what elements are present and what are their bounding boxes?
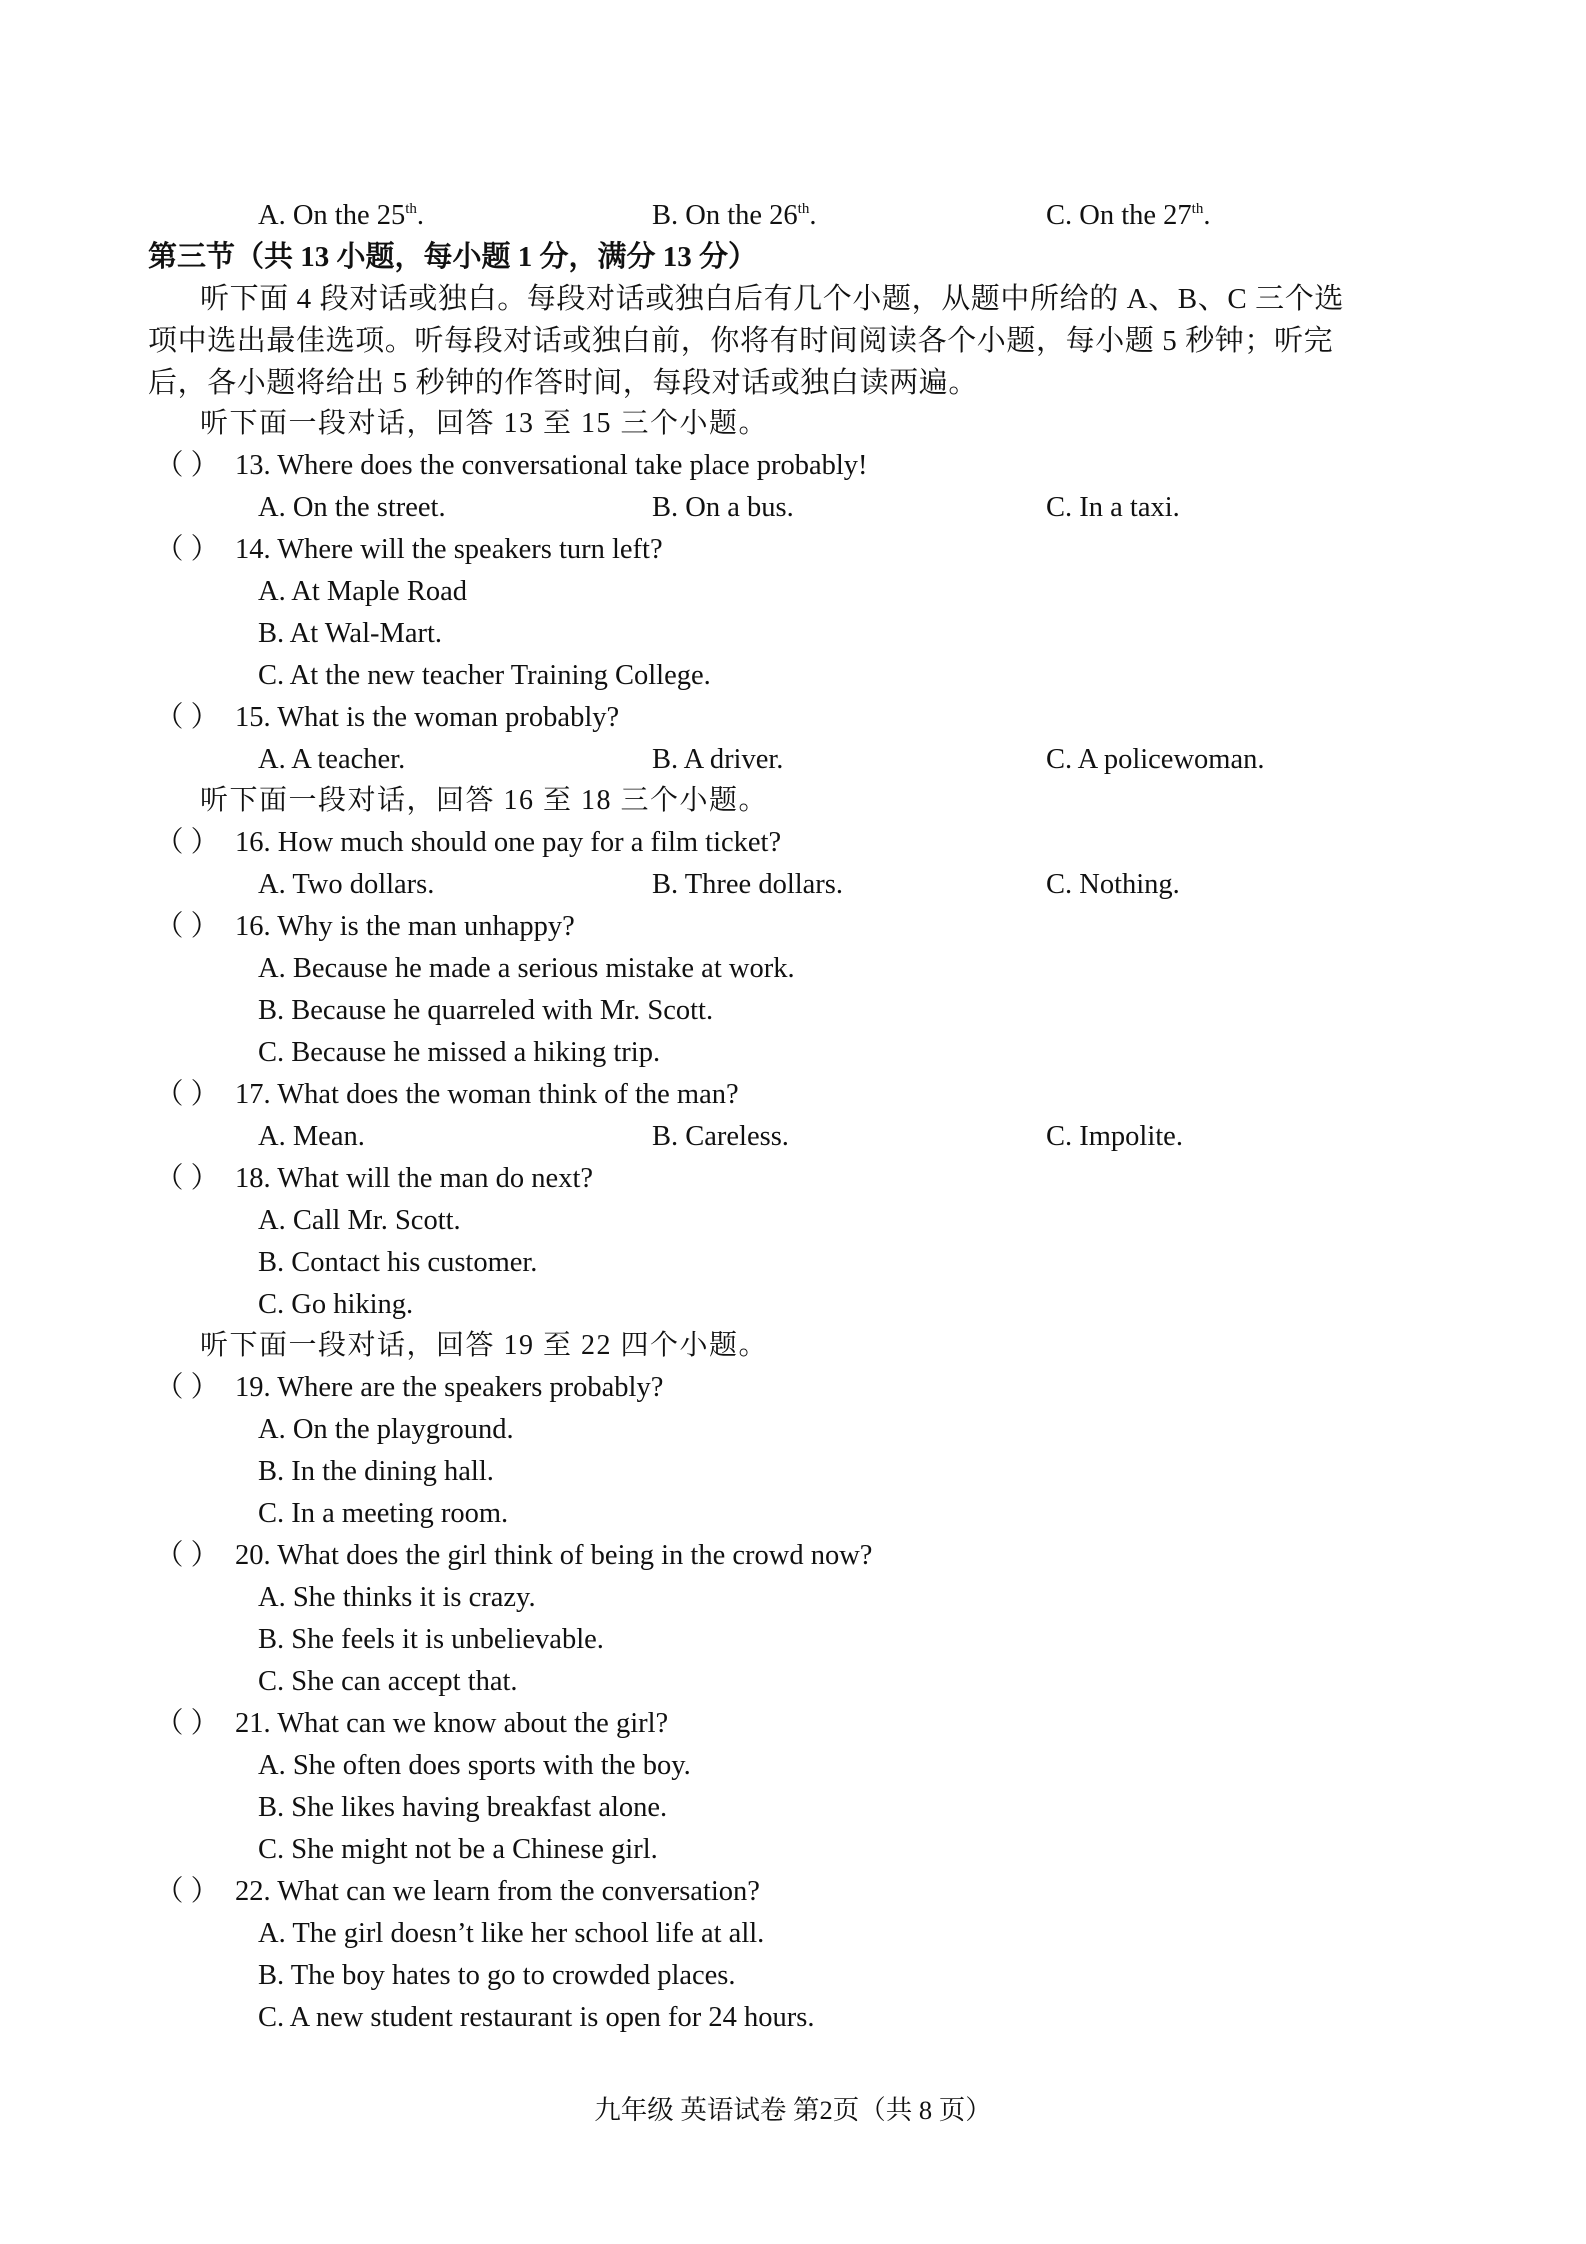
q16b-option-a: A. Because he made a serious mistake at work.	[258, 953, 795, 984]
dialogue-instruction: 听下面一段对话，回答 16 至 18 三个小题。	[200, 785, 769, 816]
q16a-option-c: C. Nothing.	[1046, 869, 1180, 900]
answer-blank: （ ）	[155, 1876, 220, 1907]
q22-option-c: C. A new student restaurant is open for 24 hours.	[258, 2002, 815, 2033]
q18-option-a: A. Call Mr. Scott.	[258, 1205, 461, 1236]
q15-option-c: C. A policewoman.	[1046, 744, 1265, 775]
q20-option-a: A. She thinks it is crazy.	[258, 1582, 536, 1613]
q14-option-a: A. At Maple Road	[258, 576, 467, 607]
question-stem: 17. What does the woman think of the man?	[235, 1079, 739, 1110]
question-18	[155, 1159, 593, 1199]
question-stem: 15. What is the woman probably?	[235, 702, 620, 733]
question-stem: 19. Where are the speakers probably?	[235, 1372, 664, 1403]
q16a-option-a: A. Two dollars.	[258, 869, 435, 900]
q13-option-b: B. On a bus.	[652, 492, 794, 523]
q14-option-b: B. At Wal-Mart.	[258, 618, 442, 649]
q15-option-a: A. A teacher.	[258, 744, 406, 775]
question-21	[155, 1704, 668, 1744]
q22-option-a: A. The girl doesn’t like her school life at all.	[258, 1918, 765, 1949]
question-stem: 21. What can we know about the girl?	[235, 1708, 669, 1739]
q17-option-a: A. Mean.	[258, 1121, 365, 1152]
question-16a	[155, 823, 781, 863]
q16b-option-c: C. Because he missed a hiking trip.	[258, 1037, 661, 1068]
question-16b	[155, 907, 575, 947]
q21-option-a: A. She often does sports with the boy.	[258, 1750, 691, 1781]
q16a-option-b: B. Three dollars.	[652, 869, 844, 900]
answer-blank: （ ）	[155, 1708, 220, 1739]
question-20	[155, 1536, 872, 1576]
q19-option-c: C. In a meeting room.	[258, 1498, 509, 1529]
question-stem: 16. How much should one pay for a film ticket?	[235, 827, 782, 858]
q14-option-c: C. At the new teacher Training College.	[258, 660, 711, 691]
q18-option-b: B. Contact his customer.	[258, 1247, 538, 1278]
q17-option-b: B. Careless.	[652, 1121, 789, 1152]
q12-option-b: B. On the 26th.	[652, 200, 817, 231]
question-19	[155, 1368, 663, 1408]
q21-option-c: C. She might not be a Chinese girl.	[258, 1834, 658, 1865]
question-stem: 16. Why is the man unhappy?	[235, 911, 575, 942]
q13-option-a: A. On the street.	[258, 492, 446, 523]
q18-option-c: C. Go hiking.	[258, 1289, 414, 1320]
question-stem: 13. Where does the conversational take place probably!	[235, 450, 868, 481]
answer-blank: （ ）	[155, 702, 220, 733]
answer-blank: （ ）	[155, 534, 220, 565]
dialogue-instruction: 听下面一段对话，回答 13 至 15 三个小题。	[200, 408, 769, 439]
q19-option-a: A. On the playground.	[258, 1414, 514, 1445]
q20-option-b: B. She feels it is unbelievable.	[258, 1624, 604, 1655]
question-stem: 20. What does the girl think of being in the crowd now?	[235, 1540, 873, 1571]
answer-blank: （ ）	[155, 1540, 220, 1571]
answer-blank: （ ）	[155, 911, 220, 942]
answer-blank: （ ）	[155, 1163, 220, 1194]
q12-option-a: A. On the 25th.	[258, 200, 425, 231]
section-intro-line-2: 项中选出最佳选项。听每段对话或独白前，你将有时间阅读各个小题，每小题 5 秒钟；听完	[148, 325, 1334, 357]
q21-option-b: B. She likes having breakfast alone.	[258, 1792, 668, 1823]
section-intro-line-3: 后，各小题将给出 5 秒钟的作答时间，每段对话或独白读两遍。	[148, 367, 979, 399]
question-stem: 18. What will the man do next?	[235, 1163, 594, 1194]
q12-option-c: C. On the 27th.	[1046, 200, 1211, 231]
q17-option-c: C. Impolite.	[1046, 1121, 1183, 1152]
question-stem: 14. Where will the speakers turn left?	[235, 534, 663, 565]
question-stem: 22. What can we learn from the conversation?	[235, 1876, 760, 1907]
question-14	[155, 530, 663, 570]
section-intro-line-1: 听下面 4 段对话或独白。每段对话或独白后有几个小题，从题中所给的 A、B、C 三个选	[200, 283, 1344, 315]
question-15	[155, 698, 619, 738]
q13-option-c: C. In a taxi.	[1046, 492, 1180, 523]
answer-blank: （ ）	[155, 1079, 220, 1110]
answer-blank: （ ）	[155, 1372, 220, 1403]
answer-blank: （ ）	[155, 827, 220, 858]
q19-option-b: B. In the dining hall.	[258, 1456, 494, 1487]
page-footer: 九年级 英语试卷 第2页（共 8 页）	[594, 2095, 992, 2125]
answer-blank: （ ）	[155, 450, 220, 481]
q20-option-c: C. She can accept that.	[258, 1666, 518, 1697]
section-title: 第三节（共 13 小题，每小题 1 分，满分 13 分）	[148, 241, 758, 273]
question-13	[155, 446, 868, 486]
q22-option-b: B. The boy hates to go to crowded places.	[258, 1960, 736, 1991]
dialogue-instruction: 听下面一段对话，回答 19 至 22 四个小题。	[200, 1330, 769, 1361]
q16b-option-b: B. Because he quarreled with Mr. Scott.	[258, 995, 714, 1026]
question-22	[155, 1872, 760, 1912]
q15-option-b: B. A driver.	[652, 744, 784, 775]
question-17	[155, 1075, 739, 1115]
